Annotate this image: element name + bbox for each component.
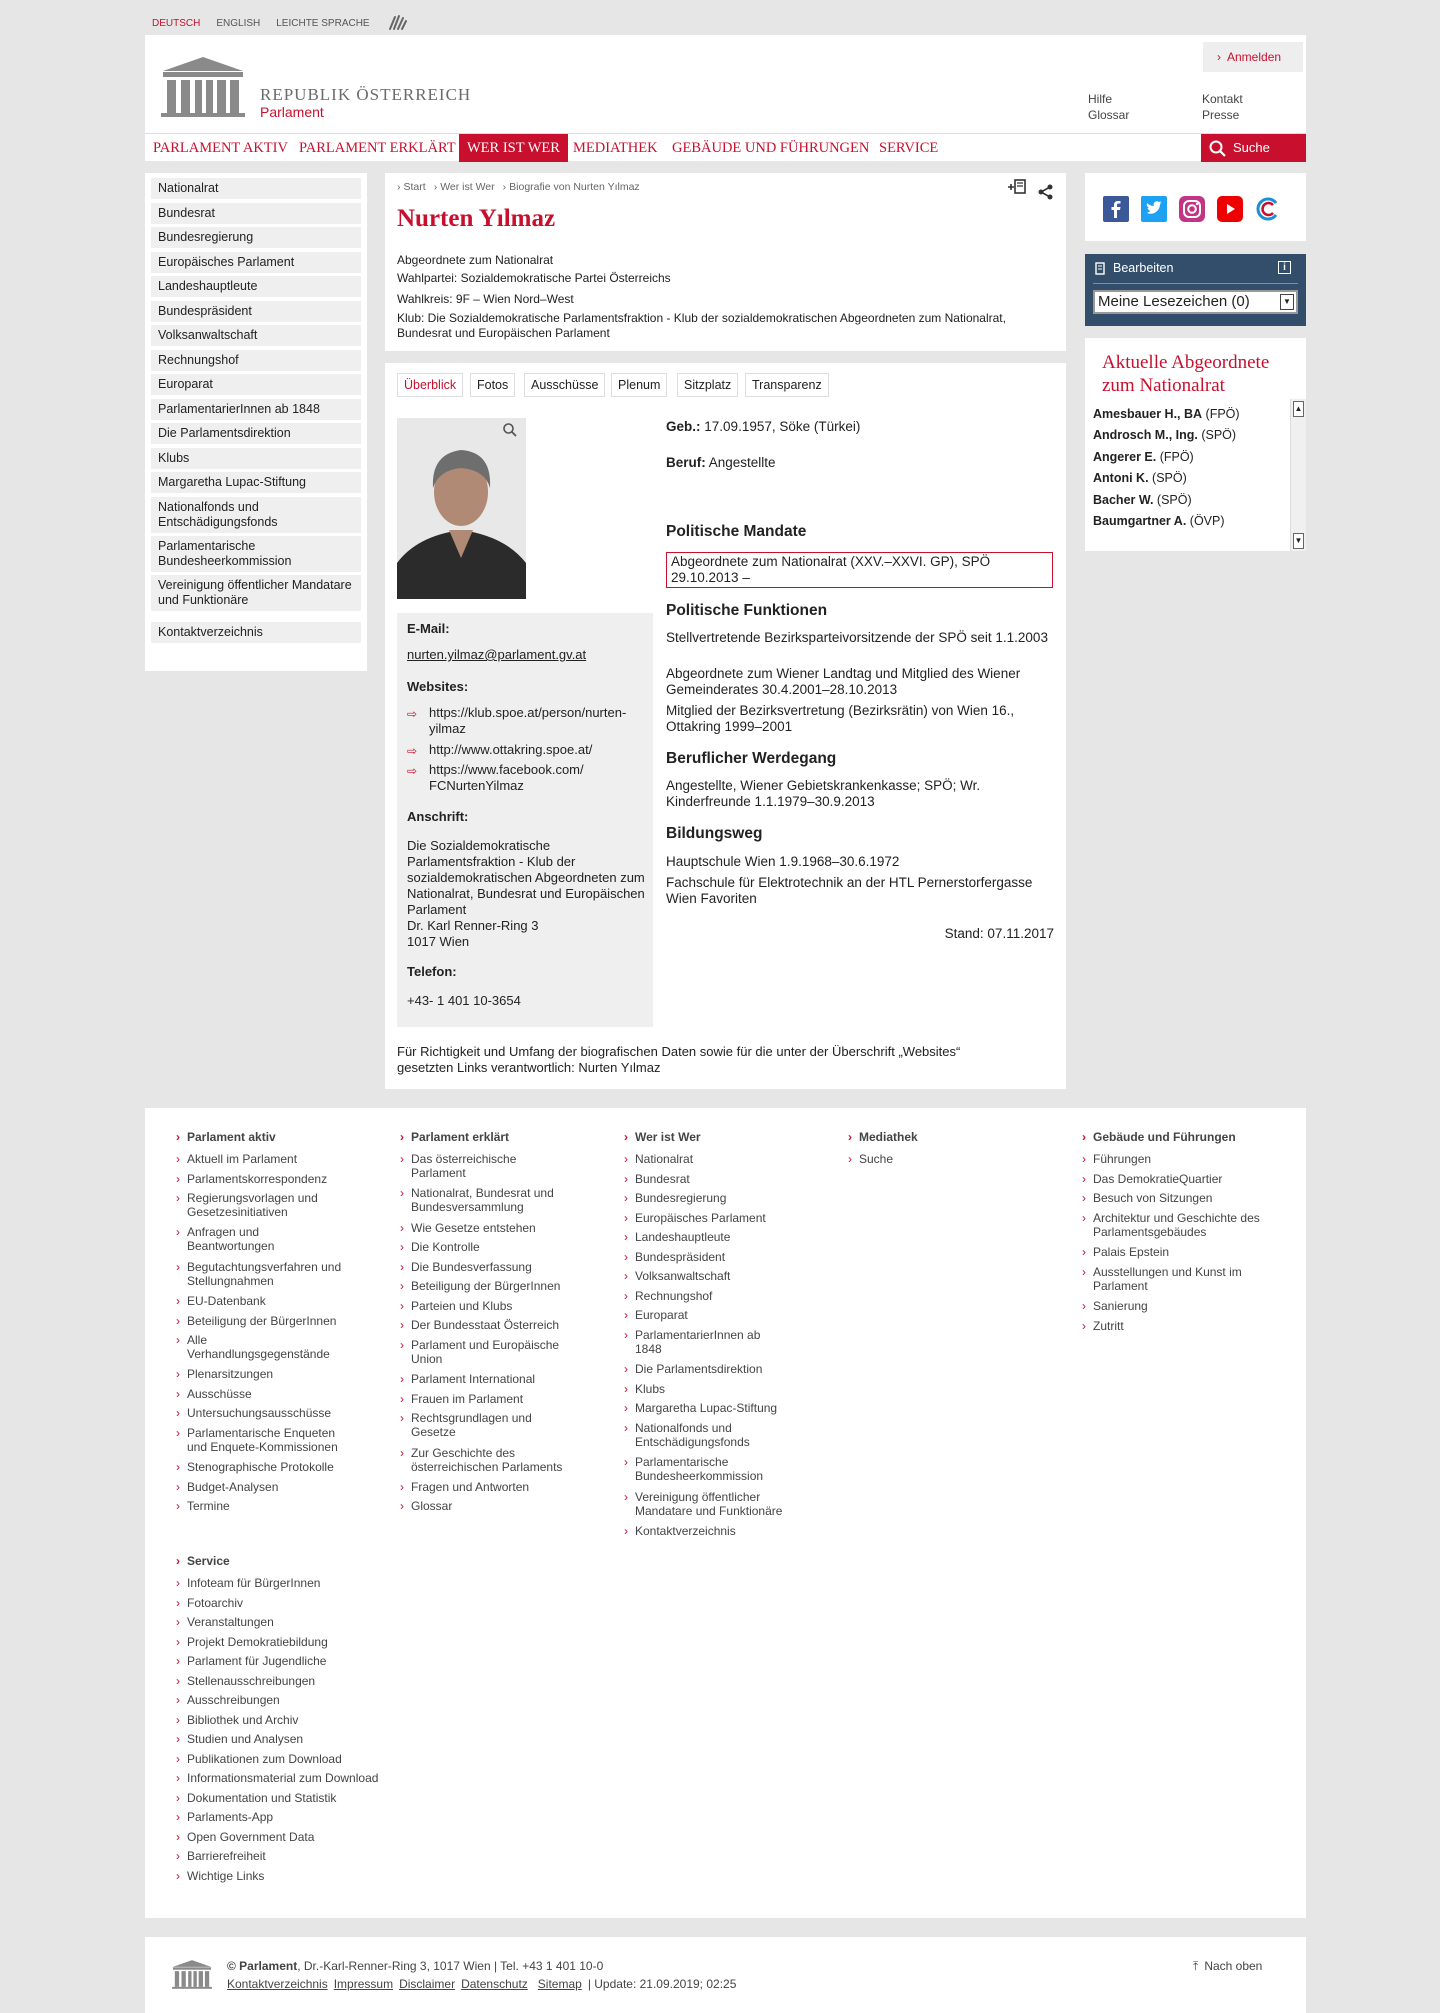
born-value: 17.09.1957, Söke (Türkei) bbox=[704, 419, 861, 434]
footer-link[interactable]: › Plenarsitzungen bbox=[187, 1367, 362, 1381]
sidebar-item-nationalfonds[interactable]: Nationalfonds und Entschädigungsfonds bbox=[151, 497, 361, 533]
bookmark-icon bbox=[1095, 262, 1105, 278]
education-heading: Bildungsweg bbox=[666, 825, 763, 842]
job-info bbox=[666, 455, 1056, 471]
footer-link[interactable]: › Wie Gesetze entstehen bbox=[411, 1221, 586, 1235]
social-card bbox=[1085, 173, 1306, 241]
footer-link[interactable]: › Regierungsvorlagen und Gesetzesinitiativen bbox=[187, 1191, 337, 1219]
born-label: Geb.: bbox=[666, 419, 701, 434]
person-header-card bbox=[385, 173, 1066, 351]
footer-link[interactable]: › Die Parlamentsdirektion bbox=[635, 1362, 810, 1376]
footer-link[interactable]: › Bibliothek und Archiv bbox=[187, 1713, 362, 1727]
job-label: Beruf: bbox=[666, 455, 706, 470]
main-nav bbox=[145, 133, 1306, 161]
contact-box bbox=[397, 613, 653, 1027]
mp-party: (SPÖ) bbox=[1152, 471, 1187, 485]
websites-label: Websites: bbox=[407, 679, 469, 694]
footer-link[interactable]: › Aktuell im Parlament bbox=[187, 1152, 362, 1166]
mp-list bbox=[1085, 399, 1306, 551]
current-mps-title: Aktuelle Abgeordnete zum Nationalrat bbox=[1102, 352, 1270, 396]
divider bbox=[1093, 283, 1298, 284]
footer-col-heading[interactable]: › Parlament aktiv bbox=[187, 1130, 276, 1144]
footer-link[interactable]: › Untersuchungsausschüsse bbox=[187, 1406, 362, 1420]
site-header bbox=[145, 35, 1306, 133]
link-datenschutz[interactable]: Datenschutz bbox=[461, 1977, 528, 1991]
function-item: Stellvertretende Bezirksparteivorsitzende der SPÖ seit 1.1.2003 bbox=[666, 630, 1048, 645]
footer-link[interactable]: › Volksanwaltschaft bbox=[635, 1269, 810, 1283]
footer-address: , Dr.-Karl-Renner-Ring 3, 1017 Wien | Tel. +43 1 401 10-0 bbox=[297, 1959, 604, 1973]
footer-link[interactable]: › Wichtige Links bbox=[187, 1869, 362, 1883]
footer-link[interactable]: › Parlamentarische Enqueten und Enquete-Kommissionen bbox=[187, 1426, 357, 1454]
scrollbar[interactable] bbox=[1290, 399, 1306, 551]
sign-language-icon[interactable] bbox=[386, 13, 410, 34]
footer-link[interactable]: › Landeshauptleute bbox=[635, 1230, 810, 1244]
footer-link[interactable]: › Klubs bbox=[635, 1382, 810, 1396]
biography-card bbox=[385, 363, 1066, 1089]
email-label: E-Mail: bbox=[407, 621, 450, 636]
footer-link[interactable]: › Parlamentarische Bundesheerkommission bbox=[635, 1455, 785, 1483]
list-item[interactable] bbox=[1093, 471, 1187, 485]
career-entry: Angestellte, Wiener Gebietskrankenkasse; SPÖ; Wr. Kinderfreunde 1.1.1979–30.9.2013 bbox=[666, 778, 981, 809]
list-item[interactable] bbox=[1093, 514, 1225, 528]
footer-link[interactable]: › Zutritt bbox=[1093, 1319, 1268, 1333]
link-impressum[interactable]: Impressum bbox=[333, 1977, 394, 1991]
footer-link[interactable]: › Die Bundesverfassung bbox=[411, 1260, 586, 1274]
footer-link[interactable]: › Rechtsgrundlagen und Gesetze bbox=[411, 1411, 551, 1439]
footer-link[interactable]: › Kontaktverzeichnis bbox=[635, 1524, 810, 1538]
footer-link[interactable]: › Ausschreibungen bbox=[187, 1693, 362, 1707]
footer-link[interactable]: › Publikationen zum Download bbox=[187, 1752, 362, 1766]
footer-link[interactable]: › Stenographische Protokolle bbox=[187, 1460, 367, 1474]
brand-line1: REPUBLIK ÖSTERREICH bbox=[260, 85, 472, 104]
footer-link[interactable]: › Suche bbox=[859, 1152, 1034, 1166]
list-item[interactable] bbox=[1093, 493, 1192, 507]
person-party: Wahlpartei: Sozialdemokratische Partei Österreichs bbox=[397, 271, 671, 285]
mp-party: (SPÖ) bbox=[1201, 428, 1237, 442]
facebook-icon[interactable] bbox=[1103, 196, 1129, 225]
footer-link[interactable]: › Rechnungshof bbox=[635, 1289, 810, 1303]
website-link-klub[interactable]: https://klub.spoe.at/person/nurten-yilmaz bbox=[429, 705, 627, 736]
external-link-icon: ⇨ bbox=[407, 744, 418, 758]
footer-link[interactable]: › Budget-Analysen bbox=[187, 1480, 362, 1494]
current-mps-card bbox=[1085, 338, 1306, 551]
footer-bottom-bar bbox=[145, 1937, 1306, 2013]
bookmarks-select[interactable] bbox=[1093, 290, 1298, 314]
sidebar-item-vereinigung[interactable]: Vereinigung öffentlicher Mandatare und Funktionäre bbox=[151, 575, 361, 611]
sidebar-item-lupac[interactable]: Margaretha Lupac-Stiftung bbox=[151, 472, 361, 493]
portrait-photo[interactable] bbox=[397, 418, 526, 599]
footer-link[interactable]: › Nationalfonds und Entschädigungsfonds bbox=[635, 1421, 775, 1449]
career-heading: Beruflicher Werdegang bbox=[666, 750, 837, 767]
footer-link[interactable]: › Frauen im Parlament bbox=[411, 1392, 586, 1406]
footer-link[interactable]: › Europäisches Parlament bbox=[635, 1211, 810, 1225]
sidebar-item-parlamentsdirektion[interactable]: Die Parlamentsdirektion bbox=[151, 423, 361, 444]
mp-party: (FPÖ) bbox=[1205, 407, 1240, 421]
footer-link[interactable]: › Termine bbox=[187, 1499, 362, 1513]
mp-name: Antoni K. bbox=[1093, 471, 1149, 485]
footer-link[interactable]: › Projekt Demokratiebildung bbox=[187, 1635, 362, 1649]
search-icon bbox=[1209, 140, 1226, 157]
footer-link[interactable]: › Der Bundesstaat Österreich bbox=[411, 1318, 586, 1332]
footer-link[interactable]: › Parteien und Klubs bbox=[411, 1299, 586, 1313]
footer-link[interactable]: › Informationsmaterial zum Download bbox=[187, 1771, 407, 1785]
footer-link[interactable]: › Parlament International bbox=[411, 1372, 586, 1386]
nav-service[interactable]: SERVICE bbox=[879, 140, 939, 156]
instagram-icon[interactable] bbox=[1179, 196, 1205, 225]
parliament-logo-icon[interactable] bbox=[159, 55, 247, 117]
press-link[interactable]: Presse bbox=[1202, 108, 1240, 122]
tab-ausschuesse[interactable]: Ausschüsse bbox=[524, 373, 605, 397]
person-club: Klub: Die Sozialdemokratische Parlamentsfraktion - Klub der sozialdemokratischen Abgeordneten zum Nationalrat, Bundesrat und Europäischen Parlament bbox=[397, 311, 1006, 340]
list-item[interactable] bbox=[1093, 407, 1240, 421]
birth-info bbox=[666, 419, 1056, 435]
footer-link[interactable]: › Parlament und Europäische Union bbox=[411, 1338, 581, 1366]
sidebar-item-parlamentarierinnen[interactable]: ParlamentarierInnen ab 1848 bbox=[151, 399, 361, 420]
footer-link[interactable]: › Alle Verhandlungsgegenstände bbox=[187, 1333, 327, 1361]
job-value: Angestellte bbox=[708, 455, 776, 470]
footer-link[interactable]: › Bundesrat bbox=[635, 1172, 810, 1186]
bookmarks-select-value: Meine Lesezeichen (0) bbox=[1098, 293, 1250, 310]
mp-name: Angerer E. bbox=[1093, 450, 1157, 464]
info-icon[interactable]: i bbox=[1278, 261, 1291, 274]
address-city: 1017 Wien bbox=[407, 934, 470, 949]
footer-link[interactable]: › Barrierefreiheit bbox=[187, 1849, 362, 1863]
footer-link[interactable]: › Infoteam für BürgerInnen bbox=[187, 1576, 362, 1590]
footer-link[interactable]: › Zur Geschichte des österreichischen Parlaments bbox=[411, 1446, 581, 1474]
twitter-icon[interactable] bbox=[1141, 196, 1167, 225]
contact-link[interactable]: Kontakt bbox=[1202, 92, 1243, 106]
sidebar bbox=[145, 173, 367, 671]
edit-label: Bearbeiten bbox=[1113, 261, 1174, 275]
back-to-top-link[interactable] bbox=[1193, 1959, 1262, 1974]
footer-link[interactable]: › Das österreichische Parlament bbox=[411, 1152, 541, 1180]
brand-line2: Parlament bbox=[260, 104, 324, 120]
footer-link[interactable]: › Margaretha Lupac-Stiftung bbox=[635, 1401, 810, 1415]
disclaimer-text: Für Richtigkeit und Umfang der biografischen Daten sowie für die unter der Überschrift „Websites“ gesetzten Links verantwortlich: Nurten Yılmaz bbox=[397, 1044, 961, 1075]
footer-link[interactable]: › Vereinigung öffentlicher Mandatare und Funktionäre bbox=[635, 1490, 810, 1518]
footer-col-heading[interactable]: › Service bbox=[187, 1554, 230, 1568]
tab-ueberblick[interactable]: Überblick bbox=[397, 373, 463, 397]
sidebar-item-europaeisches-parlament[interactable]: Europäisches Parlament bbox=[151, 252, 361, 273]
mandate-heading: Politische Mandate bbox=[666, 523, 807, 540]
breadcrumb-start[interactable]: Start bbox=[403, 181, 426, 193]
sidebar-item-bundesheerkommission[interactable]: Parlamentarische Bundesheerkommission bbox=[151, 536, 361, 572]
footer-link[interactable]: › Ausstellungen und Kunst im Parlament bbox=[1093, 1265, 1273, 1293]
footer-link[interactable]: › Parlaments-App bbox=[187, 1810, 362, 1824]
stand-date: Stand: 07.11.2017 bbox=[944, 926, 1054, 941]
chevron-down-icon: ▼ bbox=[1280, 294, 1294, 310]
tab-transparenz[interactable]: Transparenz bbox=[745, 373, 829, 397]
sidebar-item-bundesrat[interactable]: Bundesrat bbox=[151, 203, 361, 224]
phone-number: +43- 1 401 10-3654 bbox=[407, 993, 521, 1008]
link-kontaktverzeichnis[interactable]: Kontaktverzeichnis bbox=[227, 1977, 328, 1991]
sidebar-item-europarat[interactable]: Europarat bbox=[151, 374, 361, 395]
footer-link[interactable]: › ParlamentarierInnen ab 1848 bbox=[635, 1328, 785, 1356]
footer-link[interactable]: › Nationalrat bbox=[635, 1152, 810, 1166]
education-item: Hauptschule Wien 1.9.1968–30.6.1972 bbox=[666, 854, 900, 869]
back-to-top-label: Nach oben bbox=[1204, 1959, 1263, 1973]
breadcrumb bbox=[397, 181, 640, 193]
tab-sitzplatz[interactable]: Sitzplatz bbox=[677, 373, 738, 397]
scroll-down-icon[interactable]: ▼ bbox=[1293, 533, 1304, 549]
sidebar-item-kontaktverzeichnis[interactable]: Kontaktverzeichnis bbox=[151, 622, 361, 643]
external-link-icon: ⇨ bbox=[407, 707, 418, 721]
arrow-up-icon: ⤒ bbox=[1193, 1959, 1199, 1973]
person-role: Abgeordnete zum Nationalrat bbox=[397, 253, 554, 267]
footer-link[interactable]: › Ausschüsse bbox=[187, 1387, 362, 1401]
scroll-up-icon[interactable]: ▲ bbox=[1293, 401, 1304, 417]
education-item: Fachschule für Elektrotechnik an der HTL Pernerstorfergasse Wien Favoriten bbox=[666, 875, 1033, 906]
footer-link[interactable]: › Open Government Data bbox=[187, 1830, 362, 1844]
footer-link[interactable]: › Palais Epstein bbox=[1093, 1245, 1268, 1259]
list-item[interactable] bbox=[1093, 428, 1236, 442]
mp-party: (FPÖ) bbox=[1159, 450, 1194, 464]
login-button[interactable] bbox=[1203, 42, 1303, 72]
functions-heading: Politische Funktionen bbox=[666, 602, 828, 619]
nav-wer-ist-wer[interactable]: WER IST WER bbox=[459, 134, 568, 162]
mp-party: (ÖVP) bbox=[1189, 514, 1225, 528]
footer-link[interactable]: › Studien und Analysen bbox=[187, 1732, 362, 1746]
mediathek-icon[interactable] bbox=[1255, 196, 1281, 225]
last-update: | Update: 21.09.2019; 02:25 bbox=[587, 1977, 737, 1991]
website-link-ottakring[interactable]: http://www.ottakring.spoe.at/ bbox=[429, 742, 593, 757]
sidebar-item-rechnungshof[interactable]: Rechnungshof bbox=[151, 350, 361, 371]
footer-link[interactable]: › Dokumentation und Statistik bbox=[187, 1791, 362, 1805]
mp-name: Androsch M., Ing. bbox=[1093, 428, 1198, 442]
nav-parlament-erklaert[interactable]: PARLAMENT ERKLÄRT bbox=[299, 140, 456, 156]
lang-deutsch[interactable]: DEUTSCH bbox=[152, 18, 201, 29]
function-item: Mitglied der Bezirksvertretung (Bezirksrätin) von Wien 16., Ottakring 1999–2001 bbox=[666, 703, 1015, 734]
footer-link[interactable]: › Führungen bbox=[1093, 1152, 1268, 1166]
footer-link[interactable]: › Beteiligung der BürgerInnen bbox=[411, 1279, 586, 1293]
footer-link[interactable]: › Besuch von Sitzungen bbox=[1093, 1191, 1268, 1205]
list-item[interactable] bbox=[1093, 450, 1194, 464]
address-label: Anschrift: bbox=[407, 809, 469, 824]
search-button[interactable] bbox=[1201, 134, 1306, 162]
footer-link[interactable]: › Glossar bbox=[411, 1499, 586, 1513]
sidebar-item-bundespraesident[interactable]: Bundespräsident bbox=[151, 301, 361, 322]
footer-link[interactable]: › Begutachtungsverfahren und Stellungnahmen bbox=[187, 1260, 362, 1288]
parliament-logo-icon bbox=[171, 1959, 213, 1992]
footer-link[interactable]: › Bundespräsident bbox=[635, 1250, 810, 1264]
footer-link[interactable]: › Parlamentskorrespondenz bbox=[187, 1172, 362, 1186]
legal-links bbox=[227, 1977, 736, 1991]
login-label: Anmelden bbox=[1227, 50, 1282, 64]
footer-link[interactable]: › Stellenausschreibungen bbox=[187, 1674, 362, 1688]
footer-link[interactable]: › EU-Datenbank bbox=[187, 1294, 362, 1308]
lang-easy[interactable]: LEICHTE SPRACHE bbox=[276, 18, 370, 29]
footer-link[interactable]: › Fragen und Antworten bbox=[411, 1480, 586, 1494]
youtube-icon[interactable] bbox=[1217, 196, 1243, 225]
sidebar-item-nationalrat[interactable]: Nationalrat bbox=[151, 178, 361, 199]
footer-link[interactable]: › Anfragen und Beantwortungen bbox=[187, 1225, 307, 1253]
footer-link[interactable]: › Parlament für Jugendliche bbox=[187, 1654, 362, 1668]
footer-sitemap bbox=[145, 1108, 1306, 1918]
address-street: Dr. Karl Renner-Ring 3 bbox=[407, 918, 539, 933]
footer-link[interactable]: › Das DemokratieQuartier bbox=[1093, 1172, 1268, 1186]
lang-english[interactable]: ENGLISH bbox=[216, 18, 261, 29]
breadcrumb-wer-ist-wer[interactable]: Wer ist Wer bbox=[440, 181, 495, 193]
mp-party: (SPÖ) bbox=[1156, 493, 1192, 507]
mp-name: Bacher W. bbox=[1093, 493, 1154, 507]
nav-gebaeude[interactable]: GEBÄUDE UND FÜHRUNGEN bbox=[672, 140, 870, 156]
sidebar-item-volksanwaltschaft[interactable]: Volksanwaltschaft bbox=[151, 325, 361, 346]
phone-label: Telefon: bbox=[407, 964, 457, 979]
share-icon[interactable] bbox=[1038, 184, 1054, 203]
help-link[interactable]: Hilfe bbox=[1088, 92, 1113, 106]
nav-mediathek[interactable]: MEDIATHEK bbox=[573, 140, 658, 156]
sidebar-item-klubs[interactable]: Klubs bbox=[151, 448, 361, 469]
footer-link[interactable]: › Veranstaltungen bbox=[187, 1615, 362, 1629]
website-link-facebook[interactable]: https://www.facebook.com/ FCNurtenYilmaz bbox=[429, 762, 584, 793]
glossary-link[interactable]: Glossar bbox=[1088, 108, 1130, 122]
bookmark-add-icon[interactable] bbox=[1007, 179, 1027, 198]
tab-fotos[interactable]: Fotos bbox=[470, 373, 515, 397]
nav-parlament-aktiv[interactable]: PARLAMENT AKTIV bbox=[153, 140, 288, 156]
footer-link[interactable]: › Die Kontrolle bbox=[411, 1240, 586, 1254]
mp-name: Baumgartner A. bbox=[1093, 514, 1187, 528]
copyright-line bbox=[227, 1959, 603, 1973]
link-sitemap[interactable]: Sitemap bbox=[537, 1977, 582, 1991]
search-label: Suche bbox=[1233, 140, 1270, 155]
zoom-icon[interactable] bbox=[502, 422, 518, 441]
footer-col-heading[interactable]: › Wer ist Wer bbox=[635, 1130, 701, 1144]
address-org: Die Sozialdemokratische Parlamentsfraktion - Klub der sozialdemokratischen Abgeordneten zum Nationalrat, Bundesrat und Europäischen Parlament bbox=[407, 838, 645, 917]
language-bar bbox=[152, 13, 410, 34]
copyright: © Parlament bbox=[227, 1959, 298, 1973]
external-link-icon: ⇨ bbox=[407, 764, 418, 778]
footer-link[interactable]: › Architektur und Geschichte des Parlamentsgebäudes bbox=[1093, 1211, 1263, 1239]
footer-link[interactable]: › Bundesregierung bbox=[635, 1191, 810, 1205]
footer-link[interactable]: › Sanierung bbox=[1093, 1299, 1268, 1313]
sidebar-item-bundesregierung[interactable]: Bundesregierung bbox=[151, 227, 361, 248]
link-disclaimer[interactable]: Disclaimer bbox=[399, 1977, 456, 1991]
bookmarks-panel bbox=[1085, 254, 1306, 326]
mandate-entry: Abgeordnete zum Nationalrat (XXV.–XXVI. GP), SPÖ 29.10.2013 – bbox=[666, 552, 1053, 588]
footer-col-heading[interactable]: › Parlament erklärt bbox=[411, 1130, 509, 1144]
footer-link[interactable]: › Nationalrat, Bundesrat und Bundesversammlung bbox=[411, 1186, 576, 1214]
footer-link[interactable]: › Europarat bbox=[635, 1308, 810, 1322]
breadcrumb-current: › Biografie von Nurten Yılmaz bbox=[503, 181, 640, 193]
footer-col-heading[interactable]: › Gebäude und Führungen bbox=[1093, 1130, 1236, 1144]
footer-col-heading[interactable]: › Mediathek bbox=[859, 1130, 918, 1144]
function-item: Abgeordnete zum Wiener Landtag und Mitglied des Wiener Gemeinderates 30.4.2001–28.10.2013 bbox=[666, 666, 1021, 697]
footer-link[interactable]: › Fotoarchiv bbox=[187, 1596, 362, 1610]
footer-link[interactable]: › Beteiligung der BürgerInnen bbox=[187, 1314, 362, 1328]
sidebar-item-landeshauptleute[interactable]: Landeshauptleute bbox=[151, 276, 361, 297]
email-link[interactable]: nurten.yilmaz@parlament.gv.at bbox=[407, 647, 587, 662]
chevron-right-icon: › bbox=[1217, 50, 1221, 64]
page-title: Nurten Yılmaz bbox=[397, 205, 556, 232]
tab-plenum[interactable]: Plenum bbox=[611, 373, 667, 397]
person-district: Wahlkreis: 9F – Wien Nord–West bbox=[397, 292, 574, 306]
mp-name: Amesbauer H., BA bbox=[1093, 407, 1203, 421]
